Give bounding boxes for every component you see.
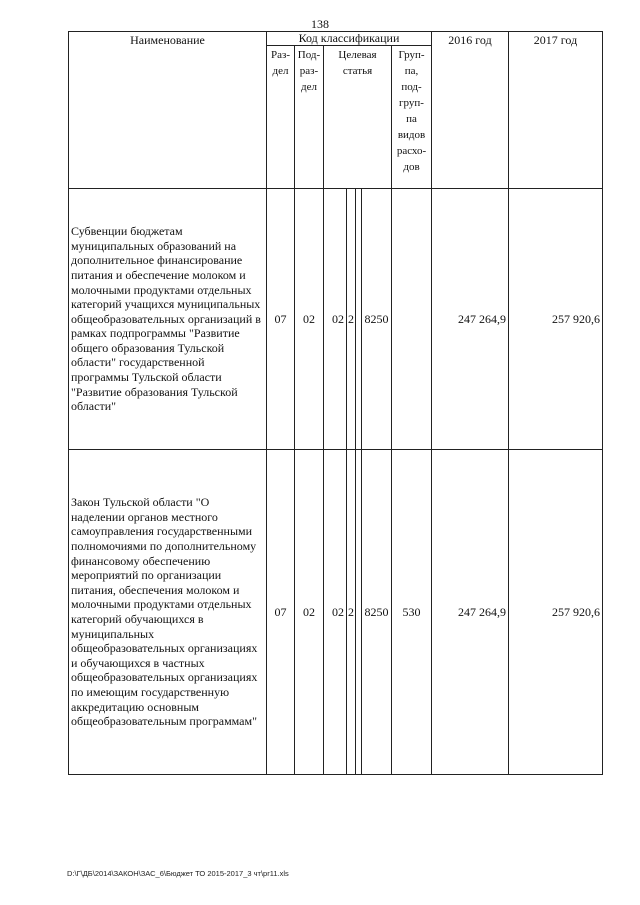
header-section: Раз- дел: [267, 46, 295, 189]
row-name: Субвенции бюджетам муниципальных образований на дополнительное финансирование питания и обеспечение молоком и молочными продуктами отдельных категорий учащихся муниципальных общеобразовательных организаций в рамках подпрограммы "Развитие общего образования Тульской области" государственной программы Тульской области "Развитие образования Тульской области": [69, 189, 267, 450]
row-name: Закон Тульской области "О наделении органов местного самоуправления государственными полномочиями по дополнительному финансовому обеспечению мероприятий по организации питания, обеспечения молоком и молочными продуктами отдельных категорий обучающихся в муниципальных общеобразовательных организациях и обучающихся в частных общеобразовательных организациях по имеющим государственную аккредитацию основным общеобразовательным программам": [69, 450, 267, 775]
page-number: 138: [311, 17, 329, 31]
row-subsection: 02: [295, 189, 324, 450]
row-subsection: 02: [295, 450, 324, 775]
table-row: [69, 189, 603, 450]
row-target-subprogram: 2: [347, 450, 356, 775]
header-name: Наименование: [69, 32, 267, 189]
row-target-direction: 8250: [362, 450, 392, 775]
header-target-article: Целевая статья: [324, 46, 392, 189]
row-amount-2016: 247 264,9: [432, 189, 509, 450]
row-expense-group: 530: [392, 450, 432, 775]
row-target-direction: 8250: [362, 189, 392, 450]
row-amount-2017: 257 920,6: [509, 450, 603, 775]
table-row: [69, 450, 603, 775]
row-expense-group: [392, 189, 432, 450]
row-amount-2017: 257 920,6: [509, 189, 603, 450]
row-target-program: 02: [324, 189, 347, 450]
row-target-program: 02: [324, 450, 347, 775]
header-classification: Код классификации: [267, 32, 432, 46]
file-path-footer: D:\Г\ДБ\2014\ЗАКОН\ЗАС_6\Бюджет ТО 2015-2017_3 чт\pr11.xls: [67, 869, 289, 878]
header-subsection: Под- раз- дел: [295, 46, 324, 189]
header-year-2017: 2017 год: [509, 32, 603, 189]
header-year-2016: 2016 год: [432, 32, 509, 189]
row-target-subprogram: 2: [347, 189, 356, 450]
row-section: 07: [267, 450, 295, 775]
row-amount-2016: 247 264,9: [432, 450, 509, 775]
row-section: 07: [267, 189, 295, 450]
budget-table: [68, 31, 603, 775]
header-expense-group: Груп- па, под- груп- па видов расхо- дов: [392, 46, 432, 189]
header-row-top: [69, 32, 603, 46]
